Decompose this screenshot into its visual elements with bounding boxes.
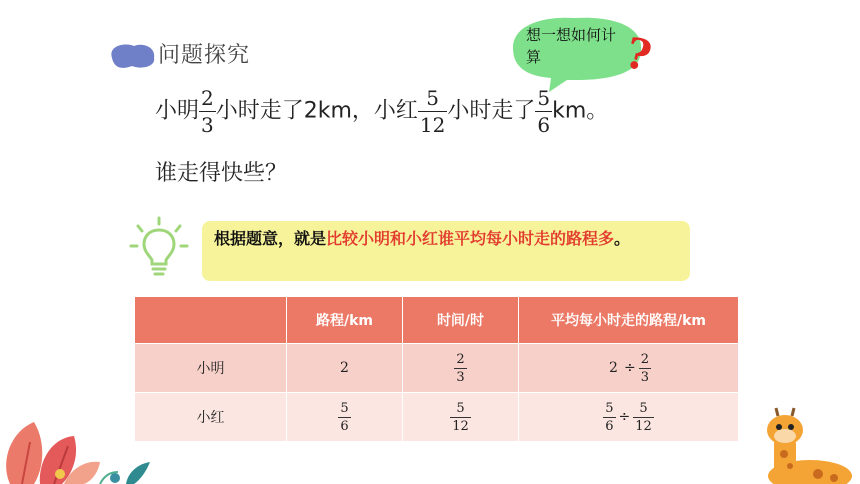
fraction-numerator: 5	[639, 400, 648, 416]
fraction-numerator: 2	[456, 351, 465, 367]
lightbulb-icon	[128, 214, 190, 278]
hint-part-1: 根据题意，就是	[214, 229, 327, 248]
fraction-numerator: 2	[201, 86, 214, 110]
fraction-bar	[535, 111, 552, 112]
question-part-2: 小时走了2km，小红	[215, 98, 418, 124]
fraction	[603, 402, 615, 433]
fraction-bar	[450, 417, 471, 418]
comparison-table	[134, 296, 739, 442]
question-line-1	[155, 88, 608, 135]
fraction-five-twelfths	[418, 88, 447, 135]
fraction-denominator: 12	[419, 113, 446, 137]
question-line-2: 谁走得快些？	[155, 161, 288, 186]
fraction-bar	[603, 417, 615, 418]
fraction	[454, 353, 466, 384]
leaves-decoration-icon	[0, 412, 160, 484]
hint-part-3: 。	[614, 229, 631, 248]
expr-left: 2	[609, 360, 618, 376]
fraction-numerator: 5	[456, 400, 465, 416]
blob-icon	[106, 38, 158, 72]
header-distance: 路程/km	[287, 297, 403, 344]
table-row	[135, 344, 739, 393]
fraction-numerator: 2	[640, 351, 649, 367]
fraction-denominator: 6	[537, 113, 551, 137]
fraction-numerator: 5	[426, 86, 440, 110]
table-row	[135, 393, 739, 442]
fraction-denominator: 3	[201, 113, 214, 137]
fraction	[338, 402, 350, 433]
fraction-denominator: 6	[605, 418, 614, 434]
question-part-1: 小明	[155, 98, 200, 124]
fraction-denominator: 3	[456, 369, 465, 385]
row-name: 小红	[135, 393, 287, 442]
fraction-denominator: 3	[640, 369, 649, 385]
fraction	[450, 402, 471, 433]
question-part-4: km。	[552, 98, 609, 124]
header-time: 时间/时	[403, 297, 519, 344]
fraction-numerator: 5	[605, 400, 614, 416]
divide-sign: ÷	[623, 360, 636, 376]
fraction-bar	[199, 111, 216, 112]
question-part-3: 小时走了	[447, 98, 536, 124]
fraction-bar	[338, 417, 350, 418]
question-mark-icon: ?	[620, 27, 657, 82]
hint-text	[214, 226, 684, 251]
giraffe-icon	[760, 404, 860, 484]
header-average: 平均每小时走的路程/km	[519, 297, 739, 344]
row-distance: 2	[287, 344, 403, 393]
section-title: 问题探究	[158, 43, 251, 68]
fraction	[639, 353, 651, 384]
row-time	[403, 344, 519, 393]
bubble-text: 想一想如何计算	[526, 26, 617, 66]
fraction-bar	[454, 368, 466, 369]
row-time	[403, 393, 519, 442]
hint-highlight: 比较小明和小红谁平均每小时走的路程多	[326, 229, 615, 248]
table-header-row	[135, 297, 739, 344]
fraction	[633, 402, 654, 433]
fraction-bar	[639, 368, 651, 369]
fraction-two-thirds	[199, 88, 216, 135]
row-distance	[287, 393, 403, 442]
row-name: 小明	[135, 344, 287, 393]
row-expression	[519, 393, 739, 442]
header-name	[135, 297, 287, 344]
fraction-numerator: 5	[340, 400, 349, 416]
fraction-denominator: 12	[635, 418, 652, 434]
row-expression	[519, 344, 739, 393]
fraction-denominator: 6	[340, 418, 349, 434]
fraction-bar	[633, 417, 654, 418]
divide-sign: ÷	[618, 409, 631, 425]
fraction-numerator: 5	[537, 86, 551, 110]
fraction-bar	[418, 111, 447, 112]
fraction-denominator: 12	[452, 418, 469, 434]
fraction-five-sixths	[535, 88, 552, 135]
